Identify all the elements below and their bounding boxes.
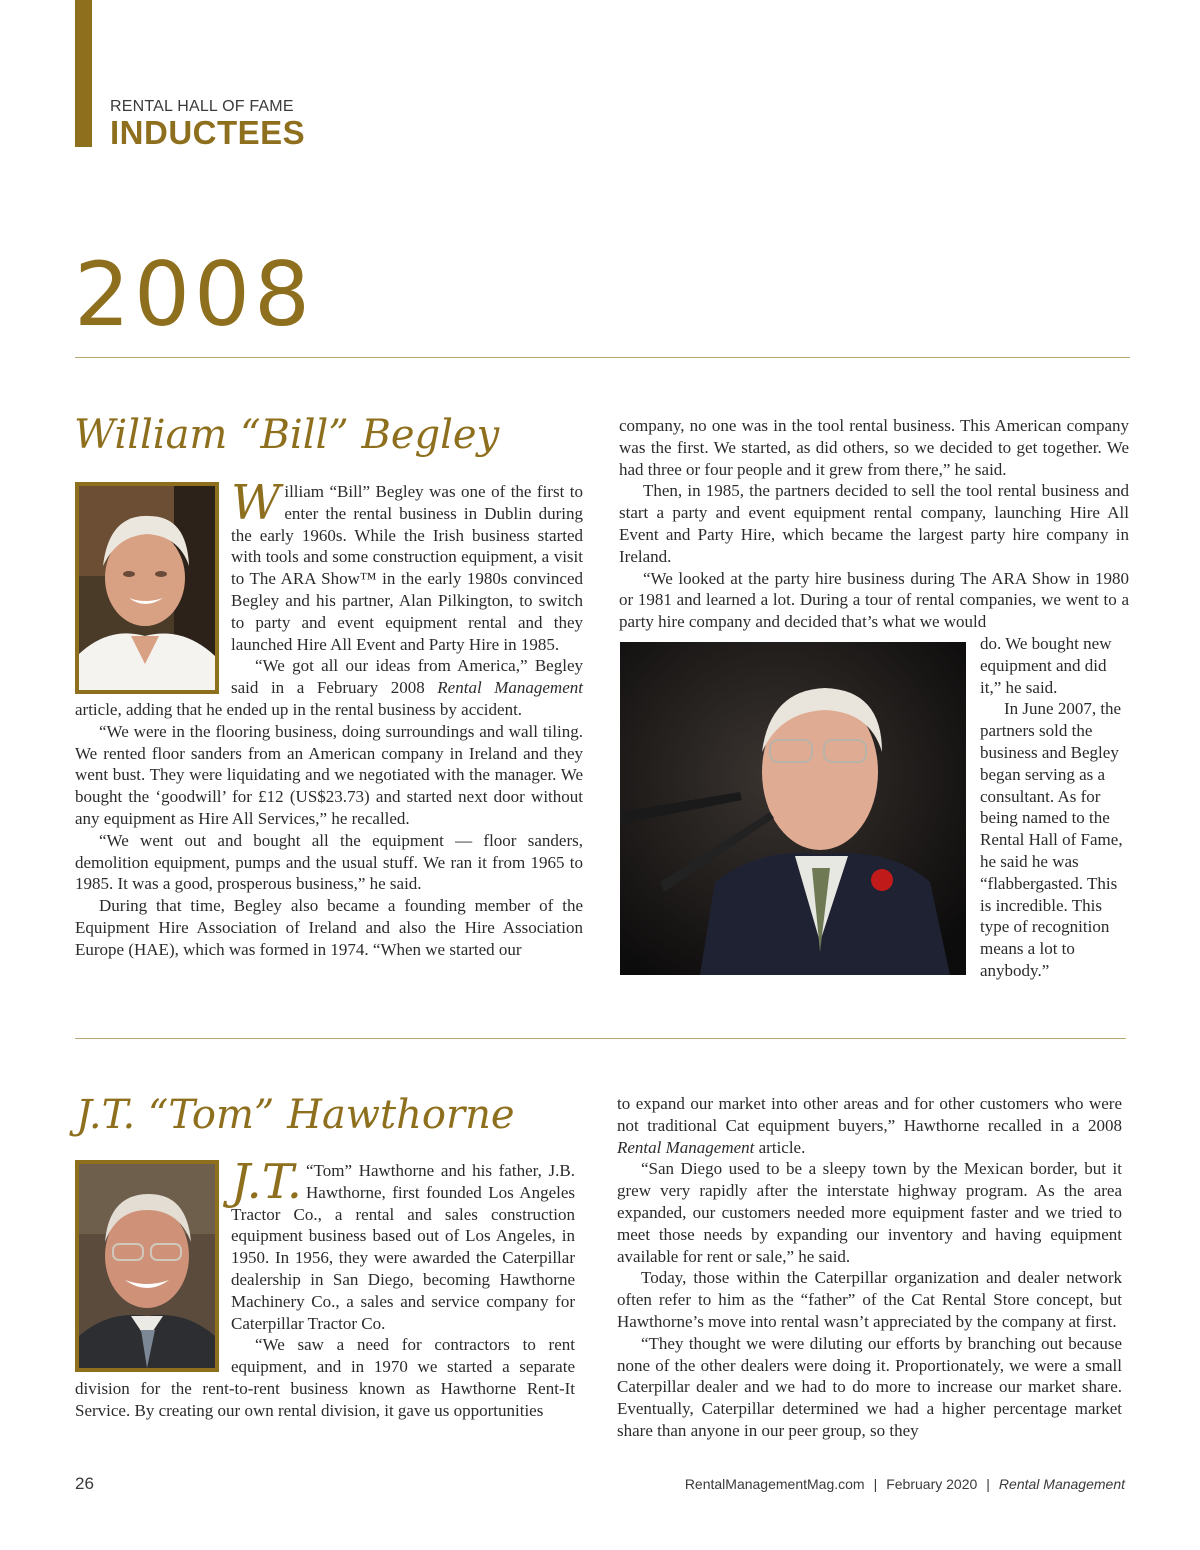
begley-column-1: [75, 475, 583, 961]
hawthorne-column-2: [617, 1093, 1122, 1442]
begley-paragraph-3: “We were in the flooring business, doing surroundings and wall tiling. We rented floor sanders from an American company in Ireland and they went bust. They were liquidating and we negotiated with the manager. We bought the ‘goodwill’ for £12 (US$23.73) and started next door without any equipment as Hire All Services,” he recalled.: [75, 721, 583, 828]
hawthorne-paragraph-5: Today, those within the Caterpillar organization and dealer network often refer to him as the “father” of the Cat Rental Store concept, but Hawthorne’s move into rental wasn’t appreciated by the company at first.: [617, 1268, 1122, 1331]
begley-column-2: [619, 415, 1129, 633]
dropcap-hawthorne: J.T.: [231, 1154, 302, 1210]
footer-site: RentalManagementMag.com: [684, 1476, 865, 1492]
begley-paragraph-4: “We went out and bought all the equipment — floor sanders, demolition equipment, pumps and the usual stuff. We ran it from 1965 to 1985. It was a good, prosperous business,” he said.: [75, 830, 583, 894]
dropcap-begley: W: [231, 475, 281, 531]
begley-publication-ref: Rental Management: [437, 678, 583, 698]
hawthorne-column-1: [75, 1154, 575, 1422]
begley-speaking-photo: [620, 642, 966, 975]
footer-separator: |: [986, 1476, 990, 1492]
page-number: 26: [75, 1474, 94, 1493]
section-kicker: RENTAL HALL OF FAME: [110, 98, 294, 115]
divider-middle: [75, 1038, 1126, 1039]
hawthorne-paragraph-1: “Tom” Hawthorne and his father, J.B. Hawthorne, first founded Los Angeles Tractor Co., a rental and sales construction equipment business based out of Los Angeles, in 1950. In 1956, they were awarded the Caterpillar dealership in San Diego, becoming Hawthorne Machinery Co., a sales and service company for Caterpillar Tractor Co.: [231, 1161, 575, 1333]
begley-paragraph-2a: “We got all our ideas from America,” Begley said in a February 2008: [231, 656, 583, 698]
begley-paragraph-1: illiam “Bill” Begley was one of the first to enter the rental business in Dublin during the early 1960s. While the Irish business started with tools and some construction equipment, a visit to The ARA Show™ in the early 1980s convinced Begley and his partner, Alan Pilkington, to switch to party and event equipment rental and they launched Hire All Event and Party Hire in 1985.: [231, 482, 583, 654]
footer-separator: |: [873, 1476, 878, 1492]
hawthorne-paragraph-2: “We saw a need for contractors to rent equipment, and in 1970 we started a separate division for the rent-to-rent business known as Hawthorne Rent-It Service. By creating our own rental division, it gave us opportunities: [75, 1335, 575, 1420]
begley-paragraph-8b: do. We bought new equipment and did it,” he said.: [980, 634, 1112, 697]
page-footer: [685, 1476, 1125, 1492]
footer-date: February 2020: [886, 1476, 978, 1492]
inductee-name-hawthorne: J.T. “Tom” Hawthorne: [76, 1092, 515, 1138]
begley-column-2-wrap: [980, 633, 1130, 982]
begley-paragraph-6: company, no one was in the tool rental business. This American company was the first. We started, as did others, so we decided to get together. We had three or four people and it grew from there,” he said.: [619, 416, 1129, 479]
divider-top: [75, 357, 1130, 358]
year-heading: 2008: [74, 243, 314, 346]
hawthorne-paragraph-3a: to expand our market into other areas and for other customers who were not traditional Cat equipment buyers,” Hawthorne recalled in a 2008: [617, 1094, 1122, 1135]
hawthorne-paragraph-3b: article.: [754, 1137, 806, 1157]
inductee-name-begley: William “Bill” Begley: [74, 412, 500, 458]
begley-podium-image: [620, 642, 966, 975]
header-accent-bar: [75, 0, 92, 147]
begley-paragraph-5: During that time, Begley also became a founding member of the Equipment Hire Association of Ireland and also the Hire Association Europe (HAE), which was formed in 1974. “When we started our: [75, 896, 583, 959]
hawthorne-publication-ref: Rental Management: [617, 1137, 755, 1157]
begley-paragraph-8: “We looked at the party hire business during The ARA Show in 1980 or 1981 and learned a lot. During a tour of rental companies, we went to a party hire company and decided that’s what we would: [619, 568, 1129, 632]
begley-paragraph-7: Then, in 1985, the partners decided to sell the tool rental business and start a party and event equipment rental company, launching Hire All Event and Party Hire, which became the largest party hire company in Ireland.: [619, 481, 1129, 566]
hawthorne-paragraph-6: “They thought we were diluting our efforts by branching out because none of the other dealers were doing it. Proportionately, we were a small Caterpillar dealer and we had to do more to increase our market share. Eventually, Caterpillar determined we had a higher percentage market share than anyone in our peer group, so they: [617, 1333, 1122, 1440]
section-title: INDUCTEES: [110, 114, 306, 151]
begley-paragraph-9: In June 2007, the partners sold the business and Begley began serving as a consultant. As for being named to the Rental Hall of Fame, he said he was “flabbergasted. This is incredible. This type of recognition means a lot to anybody.”: [980, 699, 1123, 980]
begley-paragraph-2b: article, adding that he ended up in the rental business by accident.: [75, 699, 523, 719]
footer-publication: Rental Management: [998, 1476, 1125, 1492]
hawthorne-paragraph-4: “San Diego used to be a sleepy town by the Mexican border, but it grew very rapidly after the interstate highway program. As the area expanded, our customers needed more equipment faster and we tried to meet those needs by expanding our inventory and having equipment available for rent or sale,” he said.: [617, 1159, 1122, 1266]
